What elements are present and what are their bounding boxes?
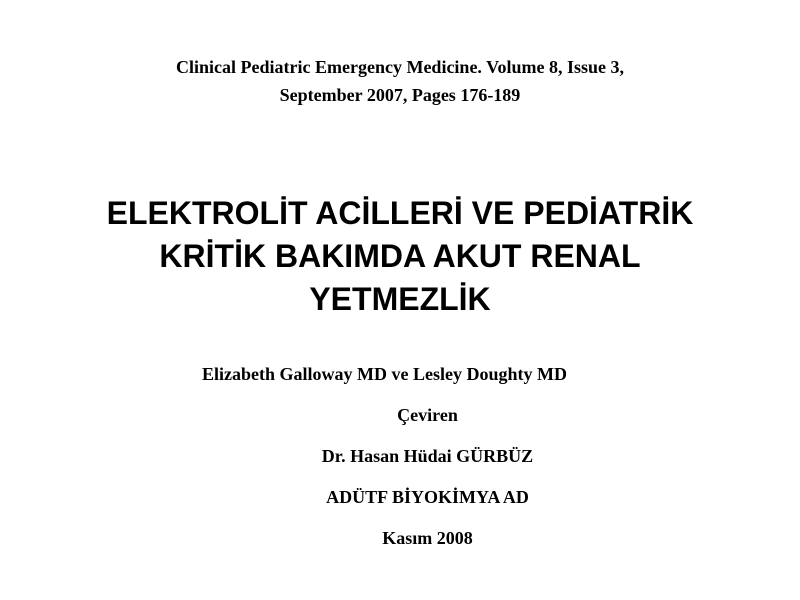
slide-title — [0, 192, 800, 321]
citation-line-2: September 2007, Pages 176-189 — [279, 85, 521, 105]
department: ADÜTF BİYOKİMYA AD — [326, 487, 529, 507]
authors: Elizabeth Galloway MD ve Lesley Doughty MD — [202, 364, 567, 384]
title-line-1: ELEKTROLİT ACİLLERİ VE PEDİATRİK — [106, 195, 694, 231]
title-line-2: KRİTİK BAKIMDA AKUT RENAL — [159, 238, 641, 274]
date: Kasım 2008 — [382, 528, 473, 548]
translator-name: Dr. Hasan Hüdai GÜRBÜZ — [321, 446, 534, 466]
title-line-3: YETMEZLİK — [309, 281, 491, 317]
translator-label: Çeviren — [397, 405, 458, 425]
citation-line-1: Clinical Pediatric Emergency Medicine. Volume 8, Issue 3, — [176, 57, 624, 77]
journal-citation — [0, 53, 800, 109]
